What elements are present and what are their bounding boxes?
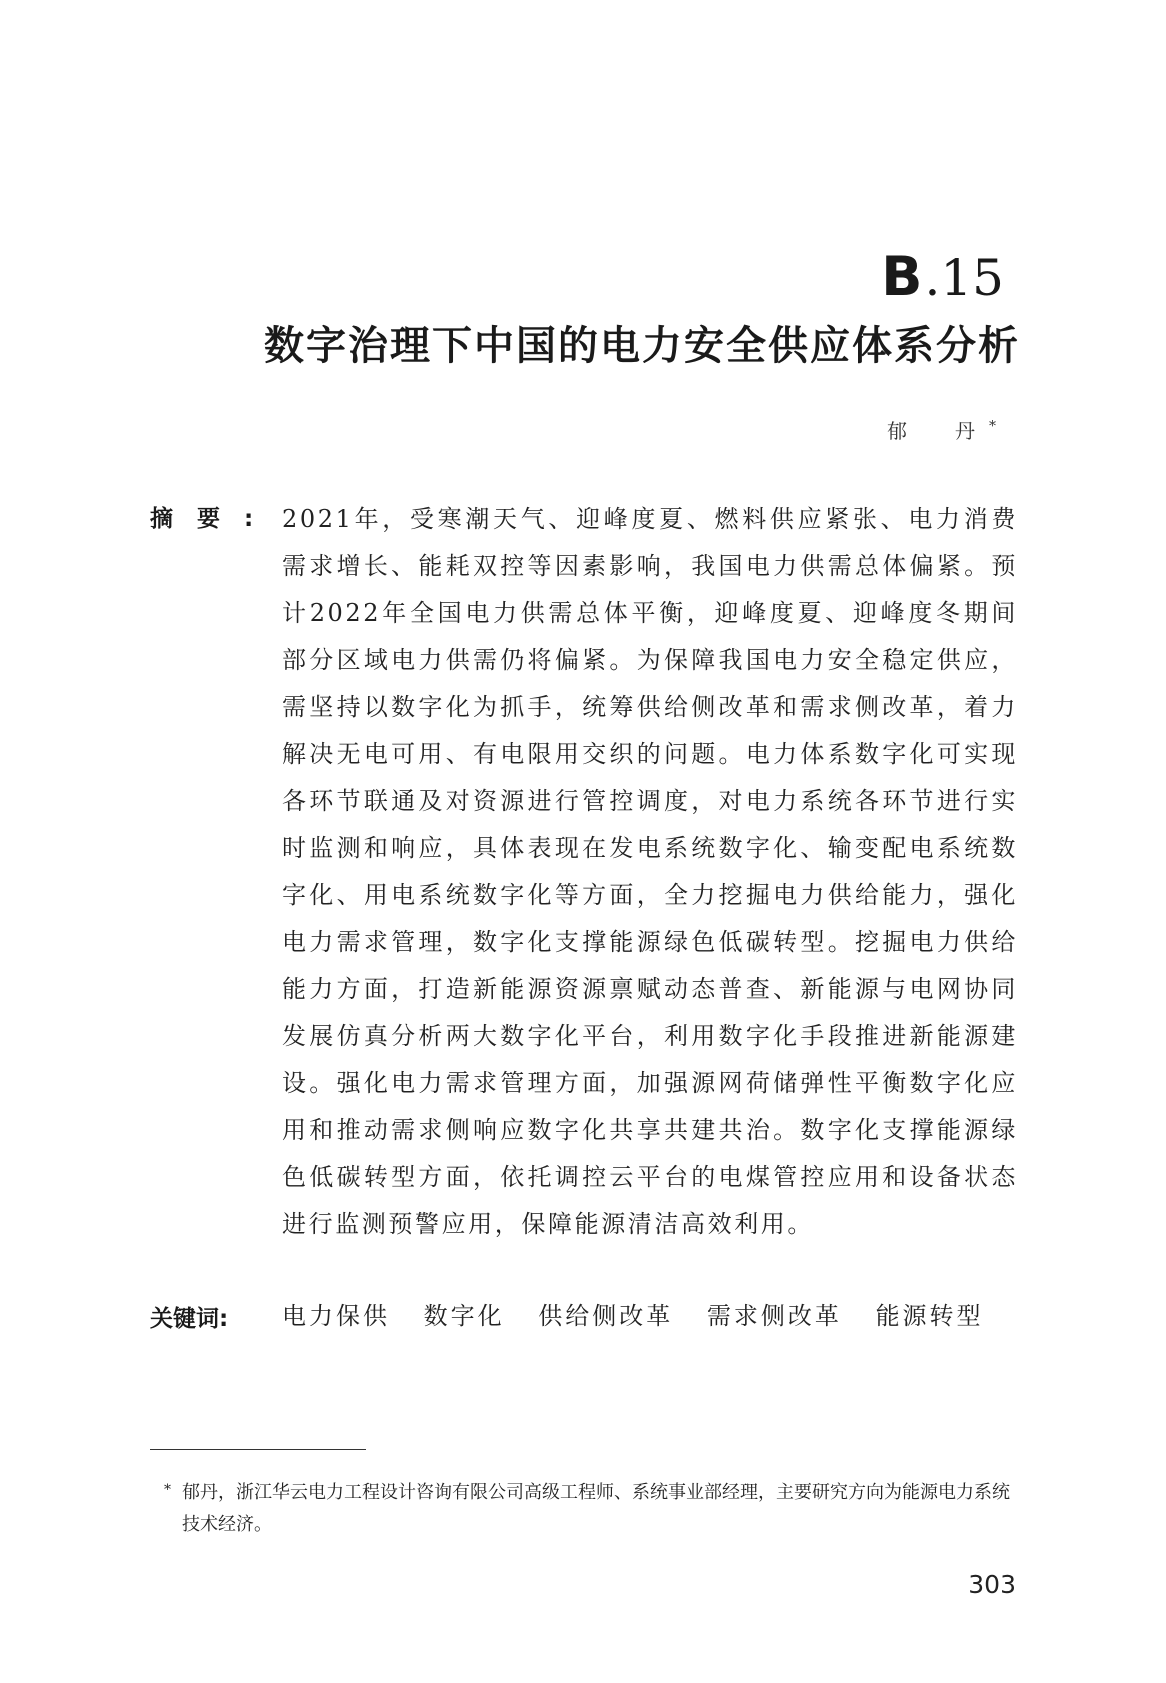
keywords-list bbox=[282, 1296, 1007, 1331]
abstract-text: 2021年，受寒潮天气、迎峰度夏、燃料供应紧张、电力消费需求增长、能耗双控等因素影响，我国电力供需总体偏紧。预计2022年全国电力供需总体平衡，迎峰度夏、迎峰度冬期间部分区域电力供需仍将偏紧。为保障我国电力安全稳定供应，需坚持以数字化为抓手，统筹供给侧改革和需求侧改革，着力解决无电可用、有电限用交织的问题。电力体系数字化可实现各环节联通及对资源进行管控调度，对电力系统各环节进行实时监测和响应，具体表现在发电系统数字化、输变配电系统数字化、用电系统数字化等方面，全力挖掘电力供给能力，强化电力需求管理，数字化支撑能源绿色低碳转型。挖掘电力供给能力方面，打造新能源资源禀赋动态普查、新能源与电网协同发展仿真分析两大数字化平台，利用数字化手段推进新能源建设。强化电力需求管理方面，加强源网荷储弹性平衡数字化应用和推动需求侧响应数字化共享共建共治。数字化支撑能源绿色低碳转型方面，依托调控云平台的电煤管控应用和设备状态进行监测预警应用，保障能源清洁高效利用。 bbox=[282, 505, 1018, 1238]
chapter-letter: B bbox=[881, 245, 923, 308]
author-name: 郁 丹 bbox=[887, 419, 989, 443]
footnote-mark: * bbox=[164, 1482, 171, 1498]
keyword-item: 供给侧改革 bbox=[538, 1302, 674, 1330]
author-footnote-mark: * bbox=[989, 418, 996, 435]
chapter-number bbox=[881, 245, 1004, 308]
keywords-label: 关键词: bbox=[150, 1306, 229, 1332]
abstract-label-colon: : bbox=[244, 506, 254, 532]
keyword-item: 数字化 bbox=[423, 1302, 505, 1330]
chapter-index: .15 bbox=[924, 249, 1004, 307]
keyword-item: 能源转型 bbox=[875, 1302, 984, 1330]
keyword-item: 电力保供 bbox=[282, 1302, 390, 1330]
page-number: 303 bbox=[968, 1570, 1016, 1599]
keyword-item: 需求侧改革 bbox=[706, 1302, 842, 1330]
page-title: 数字治理下中国的电力安全供应体系分析 bbox=[264, 323, 1020, 369]
abstract-label-text: 摘要 bbox=[150, 506, 244, 532]
author bbox=[887, 415, 996, 444]
footnote-text: 郁丹，浙江华云电力工程设计咨询有限公司高级工程师、系统事业部经理，主要研究方向为能源电力系统技术经济。 bbox=[182, 1482, 1010, 1535]
abstract-label bbox=[150, 500, 253, 533]
footnote bbox=[164, 1477, 1020, 1541]
footnote-divider bbox=[150, 1449, 366, 1450]
